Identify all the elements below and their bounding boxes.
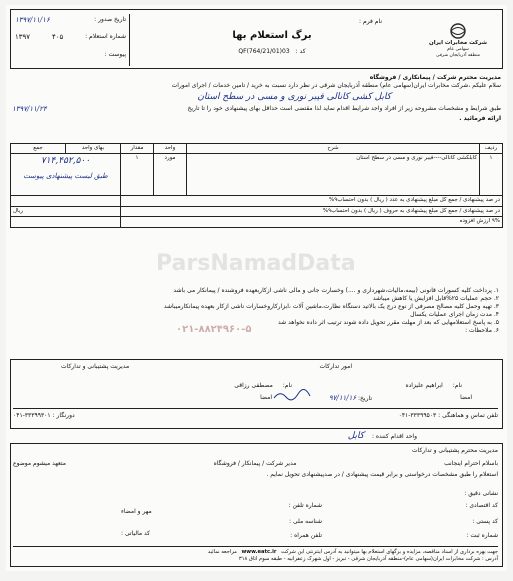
company-unit: منطقه آذربایجان شرقی — [435, 53, 481, 59]
condition-item: ۵. به پاسخ استعلامهایی که بعد از مهلت مقرر تحویل داده شوند ترتیب اثر داده نخواهد شد — [278, 319, 499, 327]
price-inquiry-form — [6, 5, 507, 571]
phone-label: شماره تلفن : — [288, 502, 322, 509]
sign-mid-label: امضا — [260, 394, 272, 401]
issue-date-label: تاریخ صدور : — [94, 16, 126, 23]
tel-label: تلفن تماس و هماهنگی : — [438, 412, 498, 419]
tax-label: کد مالیاتی : — [121, 530, 151, 537]
signer-right-label: نام: — [452, 382, 462, 389]
acting-unit — [348, 430, 417, 442]
acting-unit-value: کابل — [347, 431, 365, 441]
sum-words-row — [11, 206, 503, 216]
sum-words-label: در صد پیشنهادی / جمع کل مبلغ پیشنهادی به حروف ( ریال ) بدون احتساب۹% — [121, 206, 503, 216]
col-index: ردیف — [480, 144, 503, 154]
form-name-label: نام فرم : — [359, 18, 382, 25]
reply-commit — [13, 460, 498, 468]
sum-digits-label: در صد پیشنهادی / جمع کل مبلغ پیشنهادی به عدد ( ریال ) بدون احتساب۹% — [121, 196, 503, 206]
intro-body: سلام علیکم ،شرکت مخابرات ایران(سهامی عام) منطقه آذربایجان شرقی در نظر دارد نسبت به خرید / تامین خدمات / اجرای امورات — [171, 82, 501, 90]
meta-block — [15, 14, 130, 66]
company-name: شرکت مخابرات ایران — [429, 40, 487, 46]
condition-item: ۱. پرداخت کلیه کسورات قانونی (بیمه،مالیات،شهرداری و ....) وخسارت جانی و مالی ناشی ازکاربعهده فروشنده / پیمانکار می باشد — [173, 287, 499, 294]
intro-handwritten-subject: کابل کشی کانالی فیبر نوری و مسی در سطح استان — [197, 92, 391, 103]
form-header — [10, 9, 503, 69]
form-code: QF(764/21/01)03 — [238, 47, 290, 55]
form-code-label: کد : — [295, 47, 306, 55]
intro-deadline: ۱۳۹۷/۱۱/۲۴ — [12, 105, 47, 114]
acting-unit-label: واحد اقدام کننده : — [371, 433, 417, 440]
form-title: برگ استعلام بها — [232, 30, 312, 42]
reply-tax — [121, 530, 150, 538]
row-unit-price: ۷۱۴,۴۵۲,۵۰۰ — [40, 156, 91, 167]
id-label: شناسه ملی : — [289, 518, 322, 525]
inquiry-number-year: ۱۳۹۷ — [15, 33, 31, 42]
mobile-label: تلفن همراه : — [290, 532, 322, 539]
vat-value — [11, 217, 121, 227]
watermark: ParsNamadData — [156, 251, 356, 276]
reply-address — [464, 490, 498, 498]
signer-mid-label: نام: — [282, 382, 292, 389]
reply-addressee: مدیریت محترم پشتیبانی و تدارکات — [411, 447, 498, 454]
sign-seal-label: مهر و امضاء — [121, 508, 152, 515]
inquiry-number-label: شماره استعلام : — [85, 33, 126, 41]
signer-right — [405, 382, 462, 390]
items-table — [10, 143, 503, 228]
signer-right-name: ابراهیم علیزاده — [405, 382, 443, 389]
reply-terms: استعلام را طبق مشخصات درخواستی و برابر قیمت پیشنهادی / در صدپیشنهادی تحویل نمایم . — [266, 471, 498, 478]
footer-address: آدرس : شرکت مخابرات ایران(سهامی عام)-منطقه آذربایجان شرقی - تبریز - اول شهرک زعفرانیه - طبقه سوم اتاق ۳۱۸ — [238, 556, 498, 563]
company-block — [418, 22, 498, 60]
row-unit: مورد — [154, 154, 187, 196]
approval-left-title: مدیریت پشتیبانی و تدارکات — [61, 363, 130, 370]
sum-digits-value — [11, 196, 121, 206]
condition-item: ۶. ملاحظات : — [465, 327, 499, 335]
approval-right-title: امور تدارکات — [319, 363, 352, 370]
vat-label: ۹% ارزش افزوده — [121, 217, 503, 227]
reply-role: مدیر شرکت / پیمانکار / فروشگاه — [213, 460, 297, 467]
condition-item: ۴. مدت زمان اجرای عملیات یکسال — [410, 311, 499, 319]
intro-submit: ارائه فرمائید . — [459, 114, 501, 122]
reply-footer — [13, 546, 498, 563]
address-label: نشانی دقیق : — [464, 490, 498, 497]
reply-sign — [121, 508, 152, 516]
col-qty: مقدار — [121, 144, 154, 154]
condition-item: ۲. حجم عملیات ۲۵%قابل افزایش یا کاهش میباشد — [372, 295, 499, 303]
row-qty: ۱ — [121, 154, 154, 196]
reg-label: شماره ثبت : — [466, 532, 498, 539]
conditions-block — [14, 287, 499, 336]
sign-date-label: تاریخ: — [358, 395, 372, 402]
reply-econ — [465, 502, 498, 510]
signer-mid-name: مصطفی رزاقی — [234, 382, 273, 389]
col-total: جمع — [11, 144, 66, 154]
footer-info: جهت بهره برداری از اسناد مناقصه، مزایده و برگهای استعلام بها میتوانید به آدرس اینترنتی این شرکت — [281, 549, 498, 555]
tci-logo-icon — [447, 22, 469, 40]
col-description: شرح — [187, 144, 480, 154]
intro-block — [12, 74, 501, 123]
approval-box — [10, 359, 503, 429]
row-price-cell — [11, 154, 121, 196]
contact-row — [13, 408, 498, 420]
col-unit-price: بهای واحد — [66, 144, 121, 154]
table-header-row — [11, 144, 503, 154]
sign-date-value: ۹۷/۱۱/۱۶ — [328, 394, 357, 402]
issue-date-value: ۱۳۹۷/۱۱/۱۶ — [15, 16, 50, 24]
reply-mobile — [290, 532, 322, 540]
reply-reg — [466, 532, 498, 540]
sum-digits-row — [11, 196, 503, 206]
company-sub: سهامی عام — [447, 47, 469, 53]
row-index: ۱ — [480, 154, 503, 196]
footer-website[interactable]: www.eatc.ir — [241, 549, 277, 555]
intro-addressee: مدیریت محترم شرکت / پیمانکاری / فروشگاه — [369, 74, 501, 81]
reply-box — [10, 443, 503, 567]
attachment-label: پیوست : — [104, 50, 126, 58]
sign-right-label: امضا — [460, 394, 472, 401]
vat-row — [11, 217, 503, 227]
inquiry-number-value: ۴۰۵ — [51, 33, 64, 42]
reply-greeting: باسلام احترام اینجانب — [444, 460, 498, 467]
reply-phone — [289, 502, 322, 510]
signature-mark-icon — [272, 388, 312, 402]
items-table-wrap — [10, 143, 503, 228]
sign-mid — [260, 394, 272, 402]
contact-phone: ۰۲۱-۸۸۲۴۹۶۰-۵ — [176, 324, 252, 335]
row-description: کابلکشی کانالی----فیبر نوری و مسی در سطح استان — [187, 154, 480, 196]
form-name-area — [162, 18, 382, 56]
row-note: طبق لیست پیشنهادی پیوست — [23, 171, 108, 180]
intro-conditions: طبق شرایط و مشخصات مشروحه زیر از افراد واجد شرایط اقدام نماید لذا مقتضی است حداقل بهای پیشنهادی خود را تا تاریخ — [187, 105, 501, 113]
tel-value: ۰۴۱-۳۳۳۹۹۵۰۳ — [398, 412, 437, 419]
sign-date — [329, 394, 372, 403]
footer-info-tail: مراجعه نمائید — [207, 549, 237, 555]
reply-commit-tail: متعهد میشوم موضوع — [13, 460, 66, 467]
reply-id — [289, 518, 322, 526]
col-unit: واحد — [154, 144, 187, 154]
condition-item: ۳. تهیه وحمل کلیه مصالح مصرفی از نوع درج یک بالاتید دستگاه نظارت،ماشین آلات ،ابزارکاروخسارات ناشی ازکار بعهده پیمانکارمیباشد — [163, 303, 499, 311]
reply-postal — [472, 518, 498, 526]
sign-right — [460, 394, 472, 402]
sum-words-rial: ریال — [11, 206, 121, 216]
postal-label: کد پستی : — [472, 518, 498, 525]
table-row — [11, 154, 503, 196]
econ-label: کد اقتصادی : — [465, 502, 498, 509]
fax-value: ۰۴۱-۳۳۳۹۹۳۰۱ — [13, 412, 51, 419]
fax-label: دورنگار : — [52, 412, 75, 419]
